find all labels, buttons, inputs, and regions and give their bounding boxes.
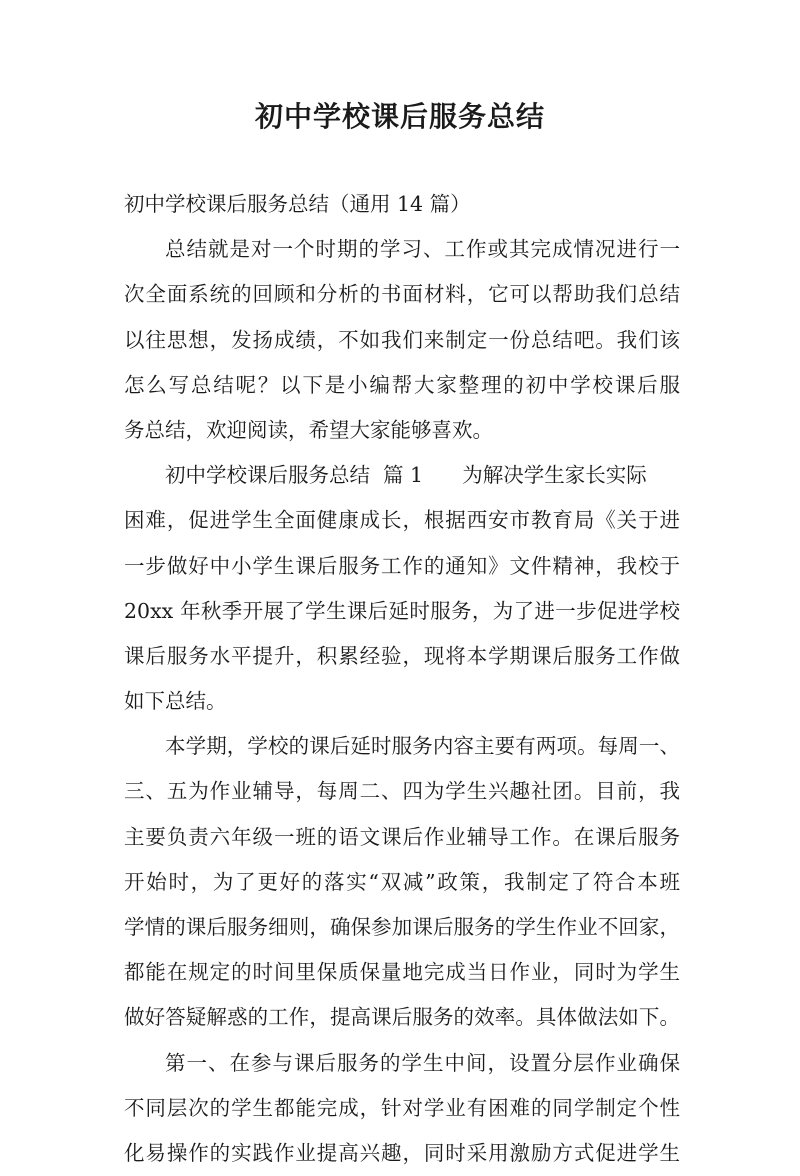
- paragraph-line: 都能在规定的时间里保质保量地完成当日作业，同时为学生: [124, 960, 680, 985]
- paragraph-line: 课后服务水平提升，积累经验，现将本学期课后服务工作做: [124, 643, 680, 668]
- paragraph-line: 初中学校课后服务总结 篇 1 为解决学生家长实际: [165, 463, 647, 488]
- paragraph-line: 化易操作的实践作业提高兴趣，同时采用激励方式促进学生: [124, 1140, 680, 1165]
- paragraph-line: 第一、在参与课后服务的学生中间，设置分层作业确保: [165, 1050, 680, 1075]
- paragraph-line: 学情的课后服务细则，确保参加课后服务的学生作业不回家，: [124, 915, 680, 939]
- paragraph-line: 困难，促进学生全面健康成长，根据西安市教育局《关于进: [124, 508, 680, 533]
- paragraph-line: 本学期，学校的课后延时服务内容主要有两项。每周一、: [165, 734, 680, 759]
- subtitle-line: 初中学校课后服务总结（通用 14 篇）: [124, 192, 471, 216]
- paragraph-line: 做好答疑解惑的工作，提高课后服务的效率。具体做法如下。: [124, 1005, 680, 1030]
- document-title: 初中学校课后服务总结: [254, 100, 545, 133]
- paragraph-line: 如下总结。: [124, 689, 227, 714]
- document-body: [124, 182, 680, 1176]
- paragraph-line: 三、五为作业辅导，每周二、四为学生兴趣社团。目前，我: [124, 779, 680, 804]
- paragraph-line: 20xx 年秋季开展了学生课后延时服务，为了进一步促进学校: [124, 598, 680, 623]
- paragraph-line: 一步做好中小学生课后服务工作的通知》文件精神，我校于: [124, 553, 680, 578]
- paragraph-line: 怎么写总结呢？以下是小编帮大家整理的初中学校课后服: [124, 372, 680, 397]
- paragraph-line: 开始时，为了更好的落实“双减”政策，我制定了符合本班: [124, 869, 680, 894]
- paragraph-line: 次全面系统的回顾和分析的书面材料，它可以帮助我们总结: [124, 282, 680, 307]
- paragraph-line: 务总结，欢迎阅读，希望大家能够喜欢。: [124, 417, 493, 442]
- paragraph-line: 不同层次的学生都能完成，针对学业有困难的同学制定个性: [124, 1095, 680, 1120]
- paragraph-line: 主要负责六年级一班的语文课后作业辅导工作。在课后服务: [124, 824, 680, 849]
- paragraph-line: 总结就是对一个时期的学习、工作或其完成情况进行一: [165, 237, 680, 262]
- paragraph-line: 以往思想，发扬成绩，不如我们来制定一份总结吧。我们该: [124, 327, 680, 352]
